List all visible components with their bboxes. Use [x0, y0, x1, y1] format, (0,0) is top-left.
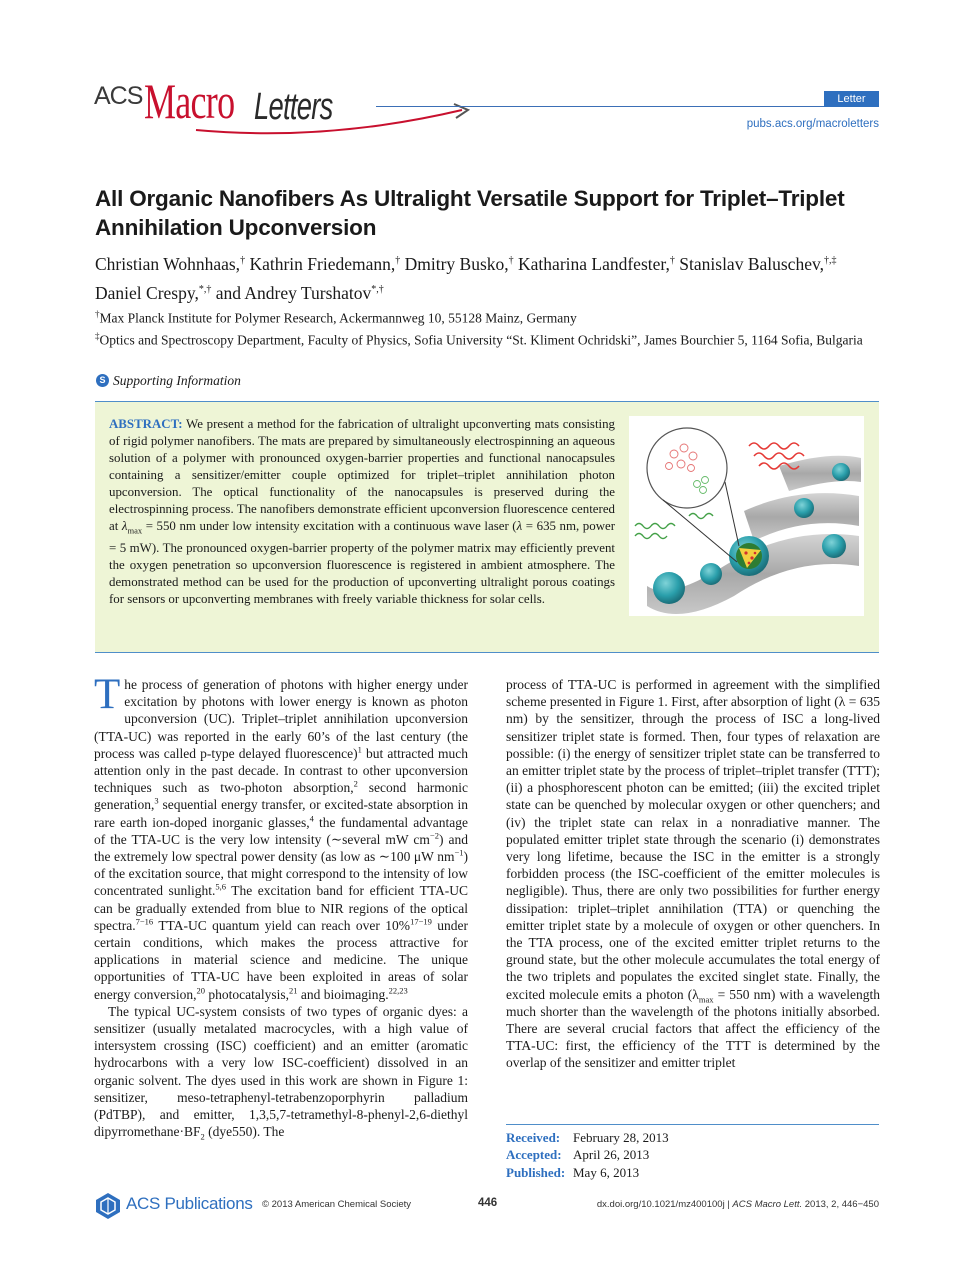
- subscript: max: [698, 994, 714, 1005]
- date-received: [506, 1129, 669, 1146]
- author-name[interactable]: Kathrin Friedemann,: [245, 253, 396, 274]
- text-run: photocatalysis,: [204, 986, 289, 1002]
- supporting-info-label: Supporting Information: [113, 373, 241, 388]
- citation-ref[interactable]: 5,6: [215, 881, 226, 892]
- date-published: [506, 1164, 669, 1181]
- text-run: λ: [838, 694, 846, 710]
- affil-text: Optics and Spectroscopy Department, Faculty of Physics, Sofia University “St. Kliment Ochridski”, James Bourchier 5, 1164 Sofia, Bulgaria: [99, 332, 863, 348]
- lambda-symbol: λ: [516, 519, 523, 534]
- citation-ref[interactable]: 3: [154, 795, 159, 806]
- date-value: April 26, 2013: [573, 1147, 650, 1163]
- abstract-label: ABSTRACT:: [109, 417, 183, 431]
- citation-ref[interactable]: 22,23: [388, 985, 408, 996]
- author-name[interactable]: Stanislav Baluschev,: [674, 253, 824, 274]
- date-label: Received:: [506, 1130, 561, 1145]
- author-name[interactable]: Katharina Landfester,: [513, 253, 670, 274]
- date-label: Accepted:: [506, 1147, 562, 1163]
- affil-mark: ‡: [95, 331, 100, 341]
- doi-citation[interactable]: [597, 1199, 879, 1210]
- affil-mark: †: [95, 309, 100, 319]
- drop-cap: T: [94, 671, 121, 718]
- author-affil-mark: †: [240, 255, 246, 266]
- text-run: = 635 nm) by the sensitizer, through the process of ISC a long-lived sensitizer triplet state is formed. Then, four types of relaxation are possible: (i) the energy of sensitizer triplet state can be transferred to an emitter triplet state by the process of triplet–triplet transfer (TTT); (ii) a phosphorescent photon can be emitted; (iii) the excited triplet state can be quenched by molecular oxygen or other quenchers; and (iv) the triplet state can relax in a nonradiative manner. The populated emitter triplet state through the scenario (i) demonstrates very long lifetime, because the ISC in the emitter is a strongly forbidden process (the ISC-coefficient of the emitter molecules is negligible). Thus, there are only two possibilities for further energy dissipation: triplet–triplet annihilation (TTA) or quenching the emitter triplet state by a molecule of oxygen or other quenchers. In the TTA process, one of the excited emitter triplet returns to the ground state, but the other molecule accumulates the total energy of the two triplets and populates the excited singlet state. Finally, the excited molecule emits a photon (: [506, 694, 880, 1002]
- abstract-box: [95, 401, 879, 653]
- author-name[interactable]: Christian Wohnhaas,: [95, 253, 241, 274]
- text-run: The typical UC-system consists of two types of organic dyes: a sensitizer (usually metalated macrocycles, with a high value of intersystem crossing (ISC) coefficient) and an emitter (aromatic hydrocarbons with a very low ISC-coefficient) dissolved in an organic solvent. The dyes used in this work are shown in Figure 1: sensitizer, meso-tetraphenyl-tetrabenzoporphyrin palladium (PdTBP), and emitter, 1,3,5,7-tetramethyl-8-phenyl-2,6-diethyl dipyrromethane·BF: [94, 1003, 468, 1140]
- acs-hexagon-icon: [94, 1192, 122, 1220]
- text-run: (dye550). The: [204, 1124, 285, 1140]
- affiliation-1: [95, 305, 885, 328]
- citation-ref[interactable]: −2: [429, 830, 439, 841]
- author-affil-mark: *,†: [198, 283, 212, 295]
- citation-ref[interactable]: 17−19: [410, 916, 432, 927]
- text-run: but attracted much attention only in the past decade. In contrast to other upconversion techniques such as two-photon absorption,: [94, 745, 469, 796]
- dates-rule: [506, 1124, 879, 1125]
- author-list: [95, 248, 885, 306]
- journal-logo: [94, 73, 394, 136]
- date-value: February 28, 2013: [573, 1130, 669, 1145]
- doi-suffix: 2013, 2, 446−450: [802, 1199, 879, 1210]
- toc-graphic-image: [629, 416, 864, 616]
- publication-dates: [506, 1129, 669, 1181]
- text-run: process of TTA-UC is performed in agreement with the simplified scheme presented in Figure 1. First, after absorption of light (: [506, 677, 880, 710]
- text-run: = 550 nm) with a wavelength much shorter than the wavelength of the photons initially absorbed. There are several crucial factors that affect the efficiency of the TTA-UC: first, the efficiency of the TTT is determined by the overlap of the sensitizer and emitter triplet: [506, 986, 880, 1071]
- citation-ref[interactable]: 1: [357, 744, 362, 755]
- text-run: under certain conditions, which makes the process attractive for applications in material science and medicine. The unique opportunities of TTA-UC have been exploited in areas of solar energy conversion,: [94, 917, 468, 1002]
- body-column-right: [506, 676, 880, 1072]
- author-name[interactable]: and Andrey Turshatov: [211, 282, 372, 303]
- logo-swoosh-icon: [186, 80, 476, 136]
- body-paragraph: [506, 676, 880, 1072]
- supporting-info-link[interactable]: [99, 373, 241, 389]
- copyright-notice: © 2013 American Chemical Society: [262, 1199, 412, 1210]
- abstract-text: [109, 416, 615, 608]
- body-paragraph: [94, 1003, 468, 1141]
- author-affil-mark: †: [508, 255, 514, 266]
- publisher-name: ACS Publications: [126, 1194, 253, 1213]
- text-run: he process of generation of photons with higher energy under excitation by photons with lower energy is known as photon upconversion (UC). Triplet–triplet annihilation upconversion (TTA-UC) was reported in the early 60’s of the last century (the process was called p-type delayed fluorescence): [94, 677, 468, 761]
- text-run: The excitation band for efficient TTA-UC can be gradually extended from blue to NIR regions of the optical spectra.: [94, 883, 468, 933]
- affiliation-2: [95, 327, 885, 350]
- author-affil-mark: †: [395, 255, 401, 266]
- author-affil-mark: †: [669, 255, 675, 266]
- subscript: 2: [200, 1131, 205, 1142]
- abstract-part: We present a method for the fabrication of ultralight upconverting mats consisting of rigid polymer nanofibers. The mats are prepared by simultaneously electrospinning an aqueous solution of a polymer with pronounced oxygen-barrier properties and functional nanocapsules containing a sensitizer/emitter couple optimized for triplet–triplet annihilation photon upconversion. The optical functionality of the nanocapsules is preserved during the electrospinning process. The nanofibers demonstrate efficient upconversion fluorescence centered at: [109, 417, 615, 534]
- text-run: and bioimaging.: [297, 986, 389, 1002]
- text-run: sequential energy transfer, or excited-state absorption in rare earth ion-doped inorganic glasses,: [94, 797, 468, 830]
- date-value: May 6, 2013: [573, 1164, 640, 1180]
- affil-text: Max Planck Institute for Polymer Research, Ackermannweg 10, 55128 Mainz, Germany: [99, 310, 577, 326]
- body-column-left: [94, 671, 469, 1142]
- citation-ref[interactable]: 7−16: [135, 916, 154, 927]
- body-paragraph: [94, 671, 469, 1003]
- citation-ref[interactable]: 4: [309, 813, 314, 824]
- date-accepted: [506, 1146, 669, 1163]
- author-name[interactable]: Daniel Crespy,: [95, 282, 199, 303]
- doi-prefix: dx.doi.org/10.1021/mz400100j |: [596, 1199, 733, 1210]
- text-run: ) and the extremely low spectral power density (as low as ∼100 μW nm: [94, 831, 468, 865]
- author-affil-mark: †,‡: [823, 255, 837, 266]
- citation-ref[interactable]: 21: [288, 985, 298, 996]
- article-title: All Organic Nanofibers As Ultralight Versatile Support for Triplet–Triplet Annihilation Upconversion: [95, 186, 845, 240]
- citation-ref[interactable]: 2: [353, 778, 358, 789]
- abstract-part: = 635 nm, power = 5 mW). The pronounced oxygen-barrier property of the polymer matrix may efficiently prevent the oxygen penetration so upconversion fluorescence is registered in ambient atmosphere. The demonstrated method can be used for the production of upconverting ultralight porous coatings for sensors or upconverting membranes with freely variable thickness for solar cells.: [109, 519, 616, 607]
- logo-macro-text: Macro: [144, 73, 235, 129]
- journal-url-link[interactable]: pubs.acs.org/macroletters: [746, 118, 879, 130]
- citation-ref[interactable]: −1: [454, 847, 464, 858]
- lambda-symbol: λ: [121, 519, 128, 534]
- text-run: ) of the excitation source, that might correspond to the intensity of low concentrated sunlight.: [94, 849, 468, 899]
- author-affil-mark: *,†: [371, 283, 384, 295]
- lambda-subscript: max: [127, 525, 143, 536]
- date-label: Published:: [506, 1164, 566, 1180]
- text-run: TTA-UC quantum yield can reach over 10%: [153, 917, 411, 933]
- logo-acs-text: ACS: [94, 82, 143, 110]
- abstract-part: = 550 nm under low intensity excitation with a continuous wave laser (: [142, 519, 517, 534]
- header-rule: [376, 106, 879, 107]
- doi-journal: ACS Macro Lett.: [732, 1199, 803, 1210]
- citation-ref[interactable]: 20: [196, 985, 205, 996]
- page-number: 446: [478, 1197, 498, 1209]
- article-type-badge: Letter: [824, 91, 879, 107]
- text-run: the fundamental advantage of the TTA-UC is the very low intensity (∼several mW cm: [94, 814, 468, 847]
- author-name[interactable]: Dmitry Busko,: [400, 253, 509, 274]
- text-run: λ: [692, 986, 699, 1002]
- logo-letters-text: Letters: [254, 86, 333, 128]
- text-run: second harmonic generation,: [94, 780, 469, 813]
- acs-publications-logo[interactable]: [94, 1192, 254, 1222]
- supporting-info-icon: S: [96, 374, 109, 387]
